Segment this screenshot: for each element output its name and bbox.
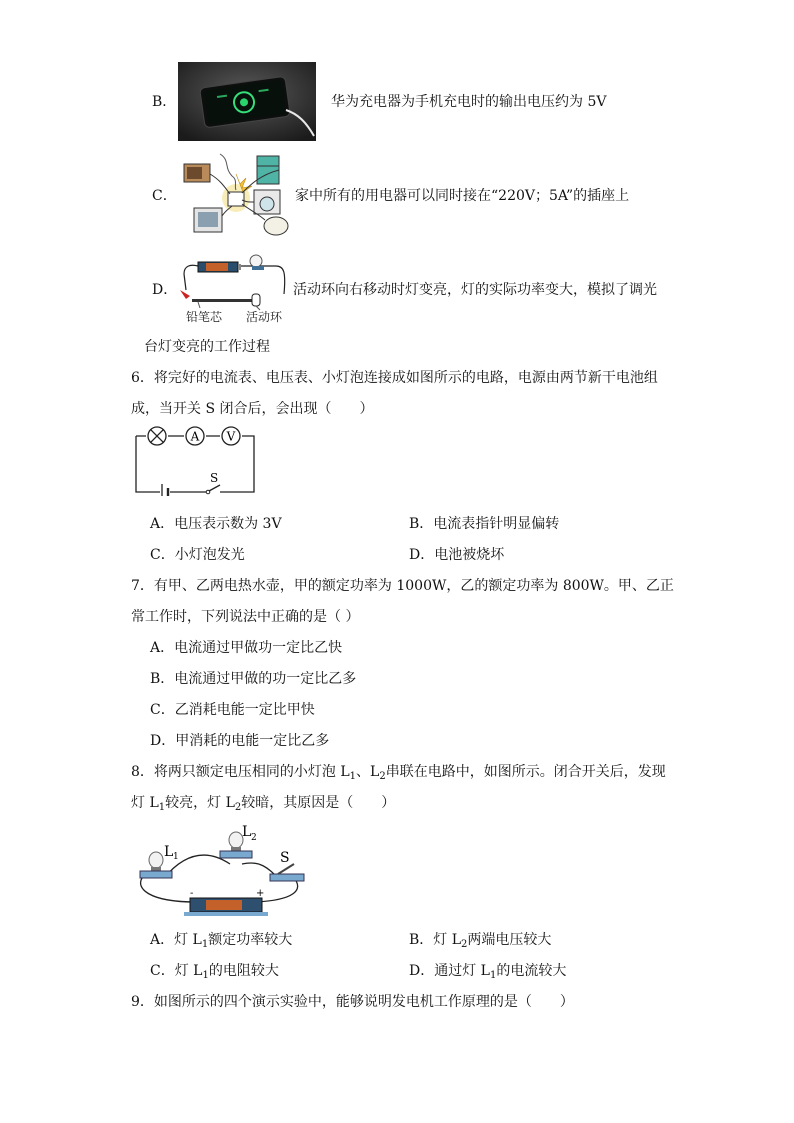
option-d-label: D． <box>152 282 178 298</box>
svg-text:2: 2 <box>251 833 257 843</box>
q7-option-a: A．电流通过甲做功一定比乙快 <box>150 640 343 656</box>
option-b-text: 华为充电器为手机充电时的输出电压约为 5V <box>331 94 607 110</box>
q7-stem-line1: 7．有甲、乙两电热水壶，甲的额定功率为 1000W，乙的额定功率为 800W。甲、乙正 <box>131 578 674 594</box>
svg-text:L: L <box>164 844 174 860</box>
svg-text:1: 1 <box>173 852 179 862</box>
q8-option-a: A．灯 $L_1$额定功率较大 <box>150 932 293 950</box>
ammeter-label: A <box>190 429 200 444</box>
q6-option-a: A．电压表示数为 3V <box>150 516 282 532</box>
dimmer-circuit-figure <box>176 254 292 324</box>
q6-stem-line1: 6．将完好的电流表、电压表、小灯泡连接成如图所示的电路，电源由两节新干电池组 <box>131 370 658 386</box>
option-c-text: 家中所有的用电器可以同时接在“220V；5A”的插座上 <box>295 188 630 204</box>
q6-option-c: C．小灯泡发光 <box>150 547 245 563</box>
q7-option-b: B．电流通过甲做的功一定比乙多 <box>150 671 357 687</box>
q6-stem-line2: 成，当开关 S 闭合后，会出现（ ） <box>131 401 374 417</box>
option-d-text-2: 台灯变亮的工作过程 <box>144 339 270 355</box>
option-b-label: B． <box>152 94 177 110</box>
phone-charging-photo <box>178 62 316 141</box>
option-d-text-1: 活动环向右移动时灯变亮，灯的实际功率变大，模拟了调光 <box>293 282 657 298</box>
svg-text:S: S <box>280 850 290 866</box>
overloaded-socket-illustration <box>180 150 293 242</box>
q8-option-d: D．通过灯 $L_1$的电流较大 <box>409 963 567 981</box>
switch-s <box>270 864 304 881</box>
q7-option-d: D．甲消耗的电能一定比乙多 <box>150 733 330 749</box>
svg-text:L: L <box>242 824 252 840</box>
lamp-symbol <box>148 427 166 445</box>
q7-option-c: C．乙消耗电能一定比甲快 <box>150 702 315 718</box>
option-c-label: C． <box>152 188 177 204</box>
q6-option-d: D．电池被烧坏 <box>409 547 505 563</box>
q7-stem-line2: 常工作时，下列说法中正确的是（ ） <box>131 609 360 625</box>
q8-option-c: C．灯 $L_1$的电阻较大 <box>150 963 279 981</box>
svg-text:-: - <box>190 888 194 899</box>
switch-symbol <box>206 485 220 494</box>
q9-stem: 9．如图所示的四个演示实验中，能够说明发电机工作原理的是（ ） <box>131 994 574 1010</box>
battery-pack <box>184 898 268 916</box>
label-pencil-lead: 铅笔芯 <box>186 310 223 324</box>
switch-label: S <box>210 471 219 485</box>
label-movable-ring: 活动环 <box>246 310 283 324</box>
q8-option-b: B．灯 $L_2$两端电压较大 <box>409 932 552 950</box>
q8-series-circuit-figure <box>134 824 308 920</box>
q8-stem-line1: 8．将两只额定电压相同的小灯泡 $L_1$、$L_2$串联在电路中，如图所示。闭合开关后，发现 <box>131 764 666 782</box>
q6-circuit-diagram <box>132 424 258 496</box>
voltmeter-label: V <box>226 429 236 444</box>
battery-symbol <box>162 484 168 496</box>
svg-text:+: + <box>256 888 265 899</box>
q6-option-b: B．电流表指针明显偏转 <box>409 516 560 532</box>
q8-stem-line2: 灯 $L_1$较亮，灯 $L_2$较暗，其原因是（ ） <box>131 795 396 813</box>
